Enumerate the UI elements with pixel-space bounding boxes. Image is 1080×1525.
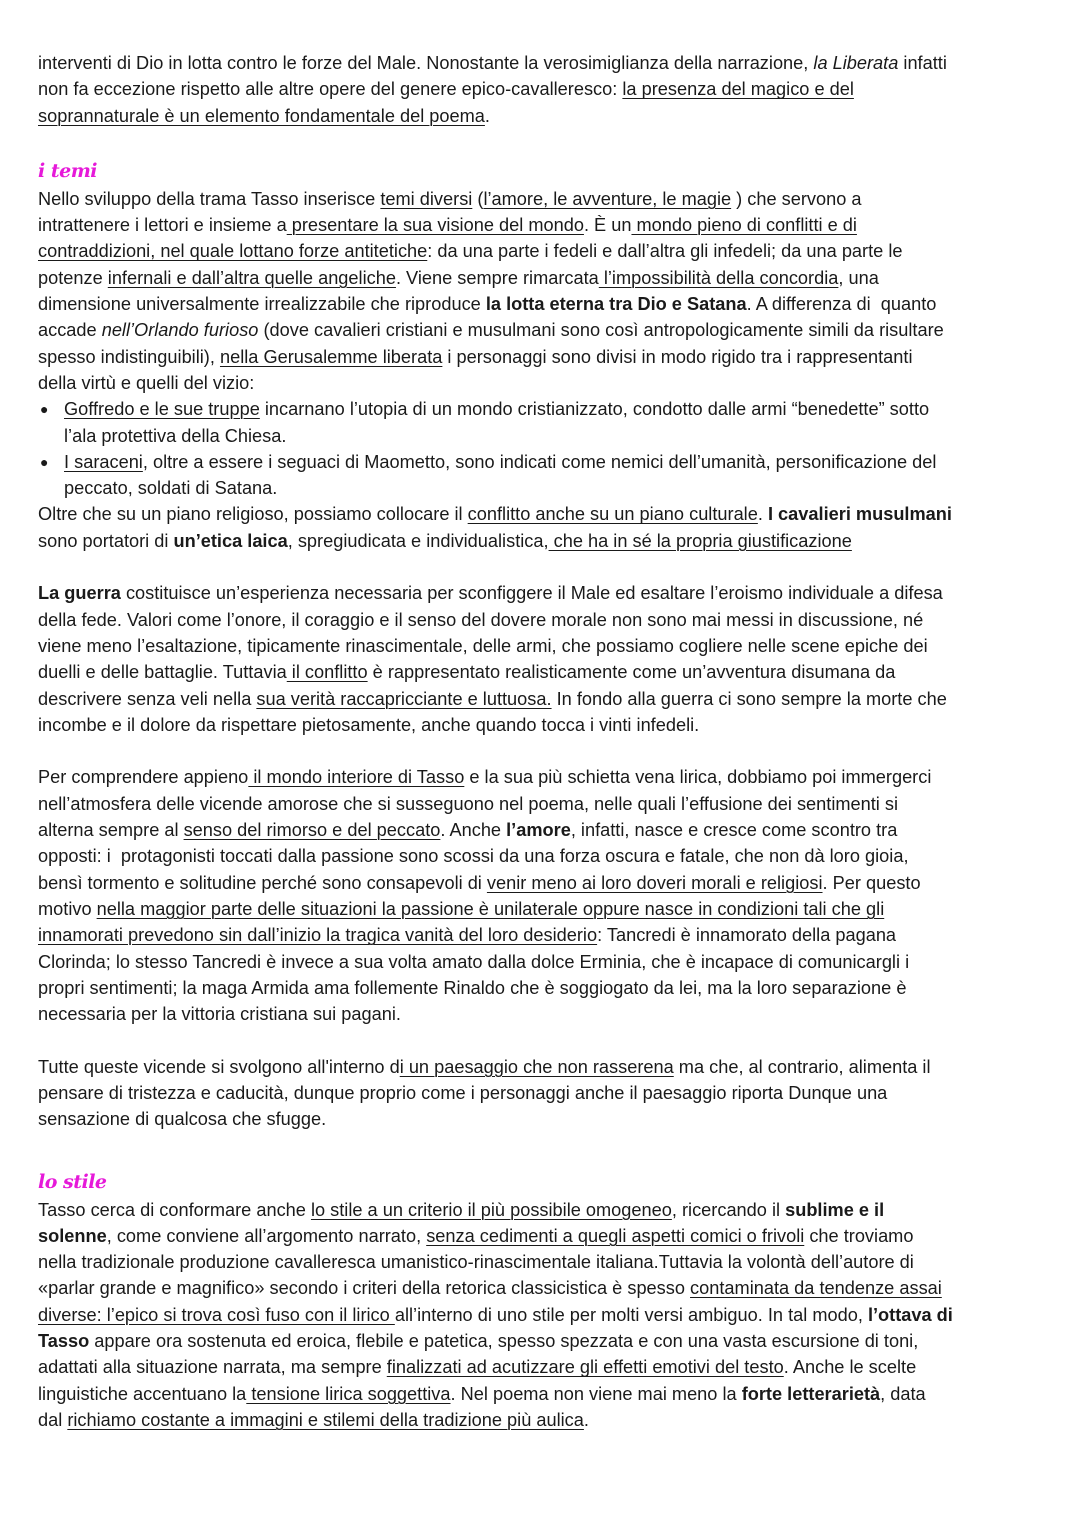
- underlined-text: presentare la sua visione del mondo: [286, 215, 584, 236]
- text-line: [64, 475, 1058, 501]
- text-line: [38, 607, 1058, 633]
- text-run: .: [757, 504, 768, 525]
- text-line: [38, 843, 1058, 869]
- underlined-text: senza cedimenti a quegli aspetti comici o frivoli: [426, 1225, 805, 1246]
- text-line: [38, 1001, 1058, 1027]
- text-line: [38, 633, 1058, 659]
- text-run: e la sua più schietta vena lirica, dobbiamo poi immergerci: [464, 767, 932, 788]
- bold-text: La guerra: [38, 583, 121, 604]
- text-run: . Nel poema non viene mai meno la: [450, 1383, 742, 1404]
- text-run: dal: [38, 1409, 68, 1430]
- text-run: alterna sempre al: [38, 820, 184, 841]
- text-run: (: [472, 188, 484, 209]
- italic-text: la Liberata: [813, 53, 899, 73]
- text-run: Oltre che su un piano religioso, possiamo collocare il: [38, 504, 468, 525]
- text-line: [38, 76, 1058, 102]
- text-line: [38, 186, 1058, 212]
- text-run: linguistiche accentuano la: [38, 1383, 247, 1404]
- text-run: dimensione universalmente irrealizzabile che riproduce: [38, 294, 486, 315]
- list-item: [38, 396, 1058, 449]
- bold-text: forte letterarietà: [741, 1383, 881, 1404]
- paragraph: [38, 764, 1058, 1027]
- text-line: [38, 686, 1058, 712]
- text-run: interventi di Dio in lotta contro le forze del Male. Nonostante la verosimiglianza della narrazione,: [38, 53, 814, 73]
- text-run: . È un: [583, 215, 632, 236]
- bold-text: la lotta eterna tra Dio e Satana: [485, 294, 747, 315]
- underlined-text: la presenza del magico e del: [622, 79, 854, 100]
- text-run: spesso indistinguibili),: [38, 346, 220, 367]
- text-line: [38, 344, 1058, 370]
- text-line: [38, 1302, 1058, 1328]
- text-line: [38, 1328, 1058, 1354]
- underlined-text: nella Gerusalemme liberata: [219, 346, 443, 367]
- underlined-text: il mondo interiore di Tasso: [248, 767, 465, 788]
- text-run: incarnano l’utopia di un mondo cristianizzato, condotto dalle armi “benedette” sotto: [259, 399, 930, 420]
- text-line: [38, 817, 1058, 843]
- text-run: non fa eccezione rispetto alle altre opere del genere epico-cavalleresco:: [38, 79, 623, 100]
- underlined-text: Goffredo e le sue truppe: [64, 399, 260, 420]
- text-line: [38, 1197, 1058, 1223]
- text-run: , spregiudicata e individualistica,: [287, 530, 549, 551]
- text-line: [38, 580, 1058, 606]
- text-run: sensazione di qualcosa che sfugge.: [38, 1109, 327, 1130]
- paragraph: [38, 186, 1058, 396]
- text-run: sono portatori di: [38, 530, 174, 551]
- text-run: Per comprendere appieno: [38, 767, 249, 788]
- bold-text: un’etica laica: [173, 530, 288, 551]
- text-line: [38, 1354, 1058, 1380]
- section-heading: lo stile: [38, 1170, 107, 1193]
- text-run: bensì tormento e solitudine perché sono consapevoli di: [38, 872, 487, 893]
- text-line: [38, 1249, 1058, 1275]
- underlined-text: finalizzati ad acutizzare gli effetti emotivi del testo: [386, 1357, 784, 1378]
- text-line: [38, 317, 1058, 343]
- underlined-text: contaminata da tendenze assai: [690, 1278, 942, 1299]
- text-line: [38, 1080, 1058, 1106]
- underlined-text: innamorati prevedono sin dall’inizio la tragica vanità del loro desiderio: [38, 925, 598, 946]
- text-line: [38, 1223, 1058, 1249]
- text-line: [38, 265, 1058, 291]
- bullet-icon: ●: [40, 453, 49, 470]
- text-line: [38, 659, 1058, 685]
- underlined-text: diverse: l’epico si trova così fuso con il lirico: [38, 1304, 395, 1325]
- document-body: [38, 50, 1058, 1433]
- text-run: pensare di tristezza e caducità, dunque proprio come i personaggi anche il paesaggio riporta Dunque una: [38, 1082, 888, 1103]
- text-line: [38, 50, 1058, 76]
- underlined-text: richiamo costante a immagini e stilemi della tradizione più aulica: [67, 1409, 584, 1430]
- text-run: peccato, soldati di Satana.: [64, 478, 278, 499]
- underlined-text: temi diversi: [380, 188, 473, 209]
- text-run: (dove cavalieri cristiani e musulmani sono così antropologicamente simili da risultare: [258, 320, 944, 341]
- text-line: [38, 1407, 1058, 1433]
- text-run: appare ora sostenuta ed eroica, flebile e patetica, spesso spezzata e con una vasta escursione di toni,: [89, 1331, 919, 1352]
- text-run: motivo: [38, 898, 97, 919]
- text-line: [38, 764, 1058, 790]
- text-run: . Viene sempre rimarcata: [395, 267, 599, 288]
- text-line: [38, 238, 1058, 264]
- paragraph: [38, 580, 1058, 738]
- text-run: necessaria per la vittoria cristiana sui pagani.: [38, 1004, 401, 1025]
- underlined-text: che ha in sé la propria giustificazione: [548, 530, 852, 551]
- text-line: [38, 1381, 1058, 1407]
- text-run: viene meno l’esaltazione, tipicamente rinascimentale, delle armi, che possiamo cogliere nelle scene epiche dei: [38, 635, 928, 656]
- text-run: i personaggi sono divisi in modo rigido tra i rappresentanti: [442, 346, 913, 367]
- underlined-text: venir meno ai loro doveri morali e religiosi: [486, 872, 823, 893]
- text-run: , oltre a essere i seguaci di Maometto, sono indicati come nemici dell’umanità, personificazione del: [142, 451, 937, 472]
- text-line: [38, 791, 1058, 817]
- bold-text: l’amore: [506, 820, 571, 841]
- text-line: [38, 528, 1058, 554]
- text-run: . Anche le scelte: [783, 1357, 917, 1378]
- underlined-text: nella maggior parte delle situazioni la passione è unilaterale oppure nasce in condizioni tali che gli: [96, 898, 885, 919]
- text-run: Nello sviluppo della trama Tasso inserisce: [38, 188, 381, 209]
- text-line: [38, 291, 1058, 317]
- paragraph: [38, 1197, 1058, 1434]
- text-run: intrattenere i lettori e insieme a: [38, 215, 287, 236]
- text-run: duelli e delle battaglie. Tuttavia: [38, 662, 287, 683]
- underlined-text: i un paesaggio che non rasserena: [399, 1056, 674, 1077]
- underlined-text: soprannaturale è un elemento fondamentale del poema: [38, 105, 485, 126]
- underlined-text: contraddizioni, nel quale lottano forze antitetiche: [38, 241, 428, 262]
- text-run: l’ala protettiva della Chiesa.: [64, 425, 287, 446]
- text-run: all’interno di uno stile per molti versi ambiguo. In tal modo,: [394, 1304, 868, 1325]
- text-line: [38, 949, 1058, 975]
- text-line: [38, 922, 1058, 948]
- text-line: [38, 212, 1058, 238]
- text-run: Clorinda; lo stesso Tancredi è invece a sua volta amato dalla dolce Erminia, che è incapace di comunicargli i: [38, 951, 910, 972]
- paragraph: [38, 1054, 1058, 1133]
- text-run: , ricercando il: [671, 1199, 786, 1220]
- text-run: infatti: [898, 53, 947, 73]
- text-run: Tasso cerca di conformare anche: [38, 1199, 311, 1220]
- underlined-text: sua verità raccapricciante e luttuosa.: [256, 688, 552, 709]
- underlined-text: lo stile a un criterio il più possibile omogeneo: [310, 1199, 672, 1220]
- text-line: [38, 501, 1058, 527]
- bullet-icon: ●: [40, 401, 49, 418]
- bullet-list: [38, 396, 1058, 501]
- text-run: adattati alla situazione narrata, ma sempre: [38, 1357, 387, 1378]
- text-run: : Tancredi è innamorato della pagana: [597, 925, 897, 946]
- text-run: . Per questo: [822, 872, 921, 893]
- underlined-text: senso del rimorso e del peccato: [183, 820, 441, 841]
- text-run: .: [583, 1409, 589, 1430]
- text-line: [38, 1275, 1058, 1301]
- text-run: , data: [880, 1383, 926, 1404]
- text-run: «parlar grande e magnifico» secondo i criteri della retorica classicistica è spesso: [38, 1278, 691, 1299]
- text-line: [38, 712, 1058, 738]
- text-run: .: [484, 105, 490, 126]
- bold-text: l’ottava di: [867, 1304, 953, 1325]
- text-run: In fondo alla guerra ci sono sempre la morte che: [551, 688, 947, 709]
- text-run: costituisce un’esperienza necessaria per sconfiggere il Male ed esaltare l’eroismo individuale a difesa: [120, 583, 943, 604]
- bold-text: Tasso: [38, 1331, 90, 1352]
- section-heading: i temi: [38, 159, 98, 182]
- text-run: , come conviene all’argomento narrato,: [106, 1225, 427, 1246]
- paragraph: [38, 501, 1058, 554]
- underlined-text: mondo pieno di conflitti e di: [631, 215, 857, 236]
- text-line: [38, 896, 1058, 922]
- text-run: accade: [38, 320, 102, 341]
- text-line: [38, 103, 1058, 129]
- italic-text: nell’Orlando furioso: [101, 320, 259, 341]
- text-run: . A differenza di quanto: [746, 294, 937, 315]
- text-run: ) che servono a: [731, 188, 862, 209]
- text-line: [38, 1054, 1058, 1080]
- text-line: [64, 423, 1058, 449]
- text-run: : da una parte i fedeli e dall’altra gli infedeli; da una parte le: [427, 241, 903, 262]
- underlined-text: infernali e dall’altra quelle angeliche: [107, 267, 396, 288]
- underlined-text: l’amore, le avventure, le magie: [483, 188, 732, 209]
- text-run: , una: [838, 267, 879, 288]
- underlined-text: tensione lirica soggettiva: [246, 1383, 451, 1404]
- paragraph: [38, 50, 1058, 129]
- text-run: che troviamo: [804, 1225, 914, 1246]
- text-run: nella tradizionale produzione cavalleresca umanistico-rinascimentale italiana.Tuttavia la volontà dell’autore di: [38, 1252, 914, 1273]
- text-run: propri sentimenti; la maga Armida ama follemente Rinaldo che è soggiogato da lei, ma la loro separazione è: [38, 977, 907, 998]
- text-run: nell’atmosfera delle vicende amorose che si susseguono nel poema, nelle quali l’effusione dei sentimenti si: [38, 793, 899, 814]
- text-run: opposti: i protagonisti toccati dalla passione sono scossi da una forza oscura e fatale, che non dà loro gioia,: [38, 846, 909, 867]
- text-line: [38, 975, 1058, 1001]
- underlined-text: il conflitto: [286, 662, 368, 683]
- text-run: descrivere senza veli nella: [38, 688, 257, 709]
- bold-text: sublime e il: [785, 1199, 885, 1220]
- text-line: [64, 449, 1058, 475]
- text-run: . Anche: [440, 820, 507, 841]
- text-run: della virtù e quelli del vizio:: [38, 372, 255, 393]
- text-run: della fede. Valori come l’onore, il coraggio e il senso del dovere morale non sono mai messi in discussione, né: [38, 609, 924, 630]
- text-run: ma che, al contrario, alimenta il: [673, 1056, 931, 1077]
- text-line: [38, 370, 1058, 396]
- underlined-text: conflitto anche su un piano culturale: [467, 504, 758, 525]
- text-line: [64, 396, 1058, 422]
- underlined-text: l’impossibilità della concordia: [598, 267, 839, 288]
- text-line: [38, 1106, 1058, 1132]
- text-run: Tutte queste vicende si svolgono all'interno d: [38, 1056, 400, 1077]
- text-run: incombe e il dolore da rispettare pietosamente, anche quando tocca i vinti infedeli.: [38, 714, 700, 735]
- bold-text: solenne: [38, 1225, 107, 1246]
- text-run: è rappresentato realisticamente come un’avventura disumana da: [367, 662, 896, 683]
- text-run: potenze: [38, 267, 108, 288]
- underlined-text: I saraceni: [64, 451, 143, 472]
- text-line: [38, 870, 1058, 896]
- text-run: , infatti, nasce e cresce come scontro tra: [570, 820, 898, 841]
- bold-text: I cavalieri musulmani: [767, 504, 952, 525]
- list-item: [38, 449, 1058, 502]
